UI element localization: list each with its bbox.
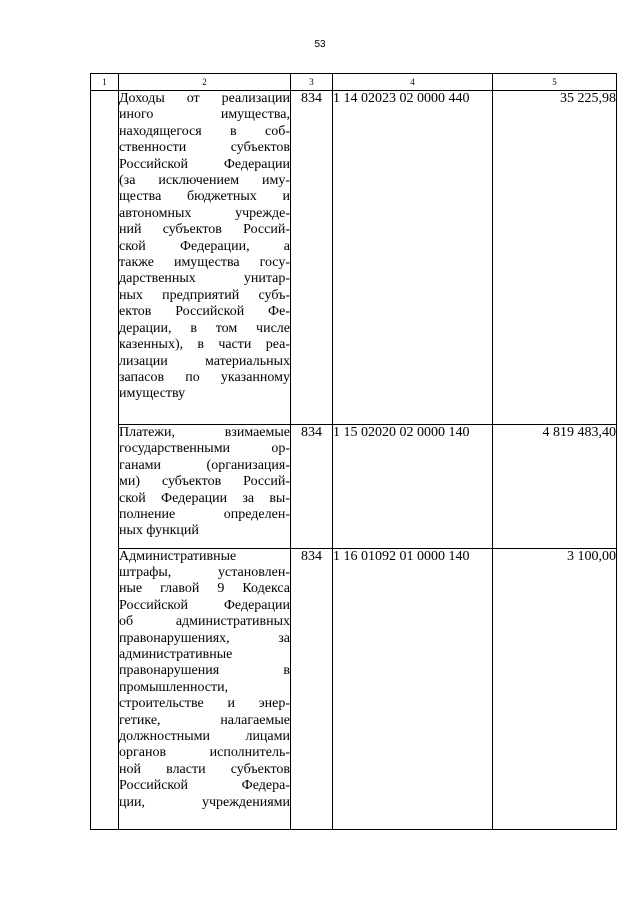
amount: 35 225,98: [493, 91, 617, 425]
name-line: ми) субъектов Россий-: [119, 474, 290, 490]
name-line: иного имущества,: [119, 107, 290, 123]
column-header-4: 4: [333, 74, 493, 91]
name-line: лизации материальных: [119, 353, 290, 369]
revenue-name: [119, 91, 291, 425]
name-line: полнение определен-: [119, 506, 290, 522]
amount: 3 100,00: [493, 548, 617, 829]
column-header-1: 1: [91, 74, 119, 91]
name-line: дерации, в том числе: [119, 320, 290, 336]
name-line: административные: [119, 647, 233, 663]
budget-classification-code: 1 16 01092 01 0000 140: [333, 548, 493, 829]
name-line: об административных: [119, 614, 290, 630]
table-row: [91, 91, 617, 425]
name-line: ных функций: [119, 523, 199, 539]
name-line: Российской Федерации: [119, 156, 290, 172]
admin-code: 834: [291, 424, 333, 548]
name-line: ции, учреждениями: [119, 794, 290, 810]
name-line: щества бюджетных и: [119, 189, 290, 205]
name-line: запасов по указанному: [119, 369, 290, 385]
revenue-name: [119, 548, 291, 829]
page-number: 53: [314, 39, 326, 50]
name-line: также имущества госу-: [119, 255, 290, 271]
name-line: ных предприятий субъ-: [119, 287, 290, 303]
name-line: правонарушения в: [119, 663, 290, 679]
name-line: ганами (организация-: [119, 457, 290, 473]
name-line: Российской Федерации: [119, 597, 290, 613]
name-line: ные главой 9 Кодекса: [119, 581, 290, 597]
name-line: имуществу: [119, 386, 186, 402]
name-line: ектов Российской Фе-: [119, 304, 290, 320]
name-line: органов исполнитель-: [119, 745, 290, 761]
name-line: (за исключением иму-: [119, 173, 290, 189]
row-number-cell: [91, 91, 119, 830]
name-line: Административные: [119, 548, 237, 564]
table-header-row: [91, 74, 617, 91]
name-line: строительстве и энер-: [119, 696, 290, 712]
name-line: дарственных унитар-: [119, 271, 290, 287]
name-line: Доходы от реализации: [119, 91, 290, 106]
table-row: [91, 548, 617, 829]
name-line: штрафы, установлен-: [119, 565, 290, 581]
name-line: ской Федерации за вы-: [119, 490, 290, 506]
admin-code: 834: [291, 91, 333, 425]
name-line: должностными лицами: [119, 729, 290, 745]
column-header-3: 3: [291, 74, 333, 91]
amount: 4 819 483,40: [493, 424, 617, 548]
revenue-name: [119, 424, 291, 548]
table-row: [91, 424, 617, 548]
name-line: промышленности,: [119, 679, 229, 695]
name-line: находящегося в соб-: [119, 123, 290, 139]
name-line: ний субъектов Россий-: [119, 222, 290, 238]
revenue-table: [90, 73, 617, 830]
name-line: ной власти субъектов: [119, 761, 290, 777]
name-line: государственными ор-: [119, 441, 290, 457]
name-line: гетике, налагаемые: [119, 712, 290, 728]
name-line: ственности субъектов: [119, 140, 290, 156]
budget-classification-code: 1 14 02023 02 0000 440: [333, 91, 493, 425]
column-header-5: 5: [493, 74, 617, 91]
name-line: казенных), в части реа-: [119, 337, 290, 353]
name-line: Российской Федера-: [119, 778, 290, 794]
name-line: правонарушениях, за: [119, 630, 290, 646]
name-line: автономных учрежде-: [119, 205, 290, 221]
admin-code: 834: [291, 548, 333, 829]
budget-classification-code: 1 15 02020 02 0000 140: [333, 424, 493, 548]
column-header-2: 2: [119, 74, 291, 91]
name-line: Платежи, взимаемые: [119, 424, 290, 440]
name-line: ской Федерации, а: [119, 238, 290, 254]
